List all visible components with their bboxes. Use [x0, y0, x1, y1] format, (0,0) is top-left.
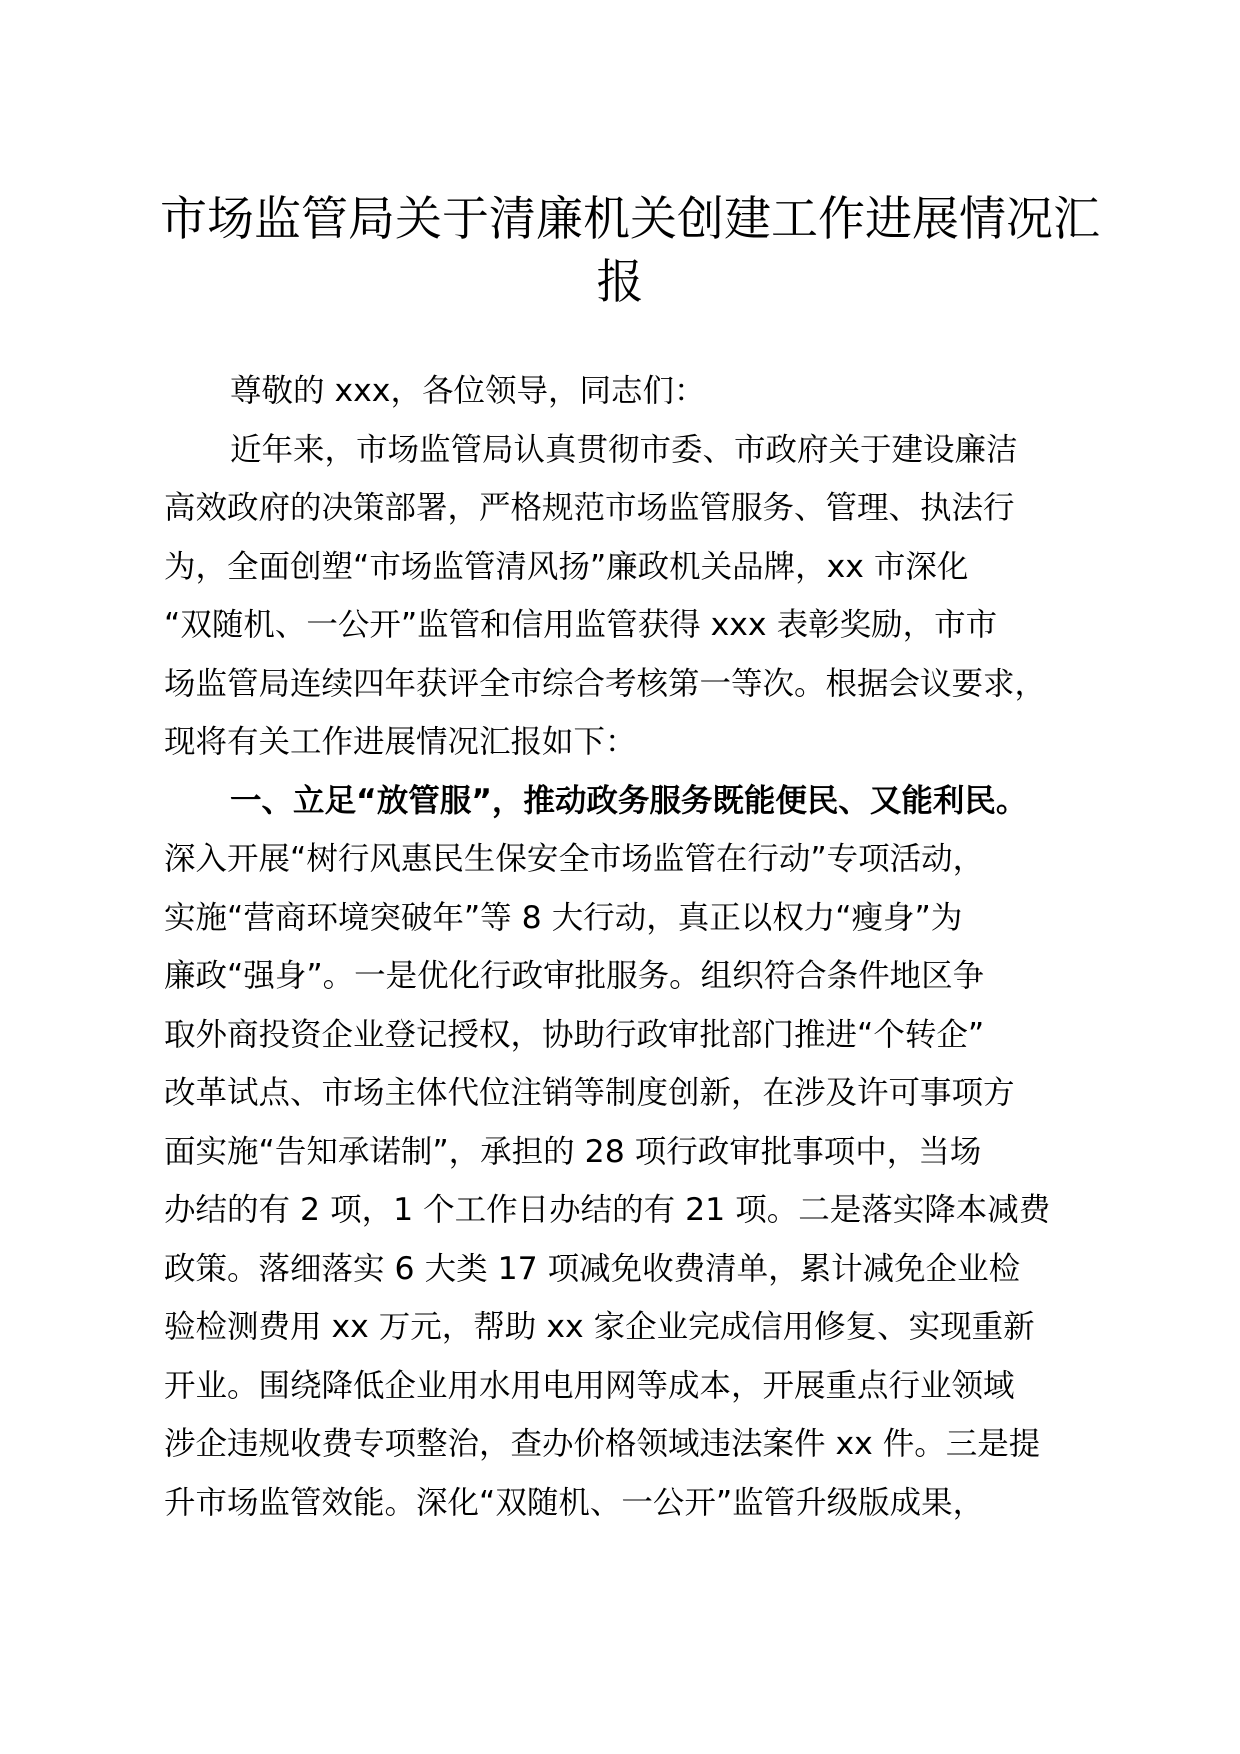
document-body [164, 362, 1094, 1532]
document-title [160, 188, 1100, 314]
paragraph-line: 开业。围绕降低企业用水用电用网等成本，开展重点行业领域 [164, 1367, 1015, 1404]
paragraph-line: 涉企违规收费专项整治，查办价格领域违法案件 xx 件。三是提 [164, 1426, 1041, 1462]
salutation: 尊敬的 xxx，各位领导，同志们： [230, 373, 706, 409]
paragraph-line: 场监管局连续四年获评全市综合考核第一等次。根据会议要求， [164, 665, 1047, 702]
paragraph-line: 政策。落细落实 6 大类 17 项减免收费清单，累计减免企业检 [164, 1250, 1021, 1287]
title-line: 市场监管局关于清廉机关创建工作进展情况汇 [160, 192, 1100, 247]
paragraph-line: 实施“营商环境突破年”等 8 大行动，真正以权力“瘦身”为 [164, 899, 963, 936]
paragraph-line: 办结的有 2 项，1 个工作日办结的有 21 项。二是落实降本减费 [164, 1192, 1051, 1228]
paragraph-line: 改革试点、市场主体代位注销等制度创新，在涉及许可事项方 [164, 1075, 1015, 1111]
paragraph-line: 面实施“告知承诺制”，承担的 28 项行政审批事项中，当场 [164, 1133, 982, 1170]
paragraph-line: 深入开展“树行风惠民生保安全市场监管在行动”专项活动， [164, 841, 985, 877]
paragraph-line: 升市场监管效能。深化“双随机、一公开”监管升级版成果， [164, 1484, 985, 1521]
title-line: 报 [596, 255, 644, 310]
paragraph-line: 验检测费用 xx 万元，帮助 xx 家企业完成信用修复、实现重新 [164, 1309, 1035, 1345]
paragraph-line: 现将有关工作进展情况汇报如下： [164, 724, 637, 760]
paragraph-line: “双随机、一公开”监管和信用监管获得 xxx 表彰奖励，市市 [164, 607, 998, 643]
paragraph-line: 为，全面创塑“市场监管清风扬”廉政机关品牌，xx 市深化 [164, 548, 969, 585]
section-heading: 一、立足“放管服”，推动政务服务既能便民、又能利民。 [230, 782, 1028, 819]
paragraph-line: 取外商投资企业登记授权，协助行政审批部门推进“个转企” [164, 1016, 985, 1053]
paragraph-line: 廉政“强身”。一是优化行政审批服务。组织符合条件地区争 [164, 958, 985, 994]
paragraph-line: 高效政府的决策部署，严格规范市场监管服务、管理、执法行 [164, 490, 1015, 526]
paragraph-line: 近年来，市场监管局认真贯彻市委、市政府关于建设廉洁 [230, 431, 1018, 468]
